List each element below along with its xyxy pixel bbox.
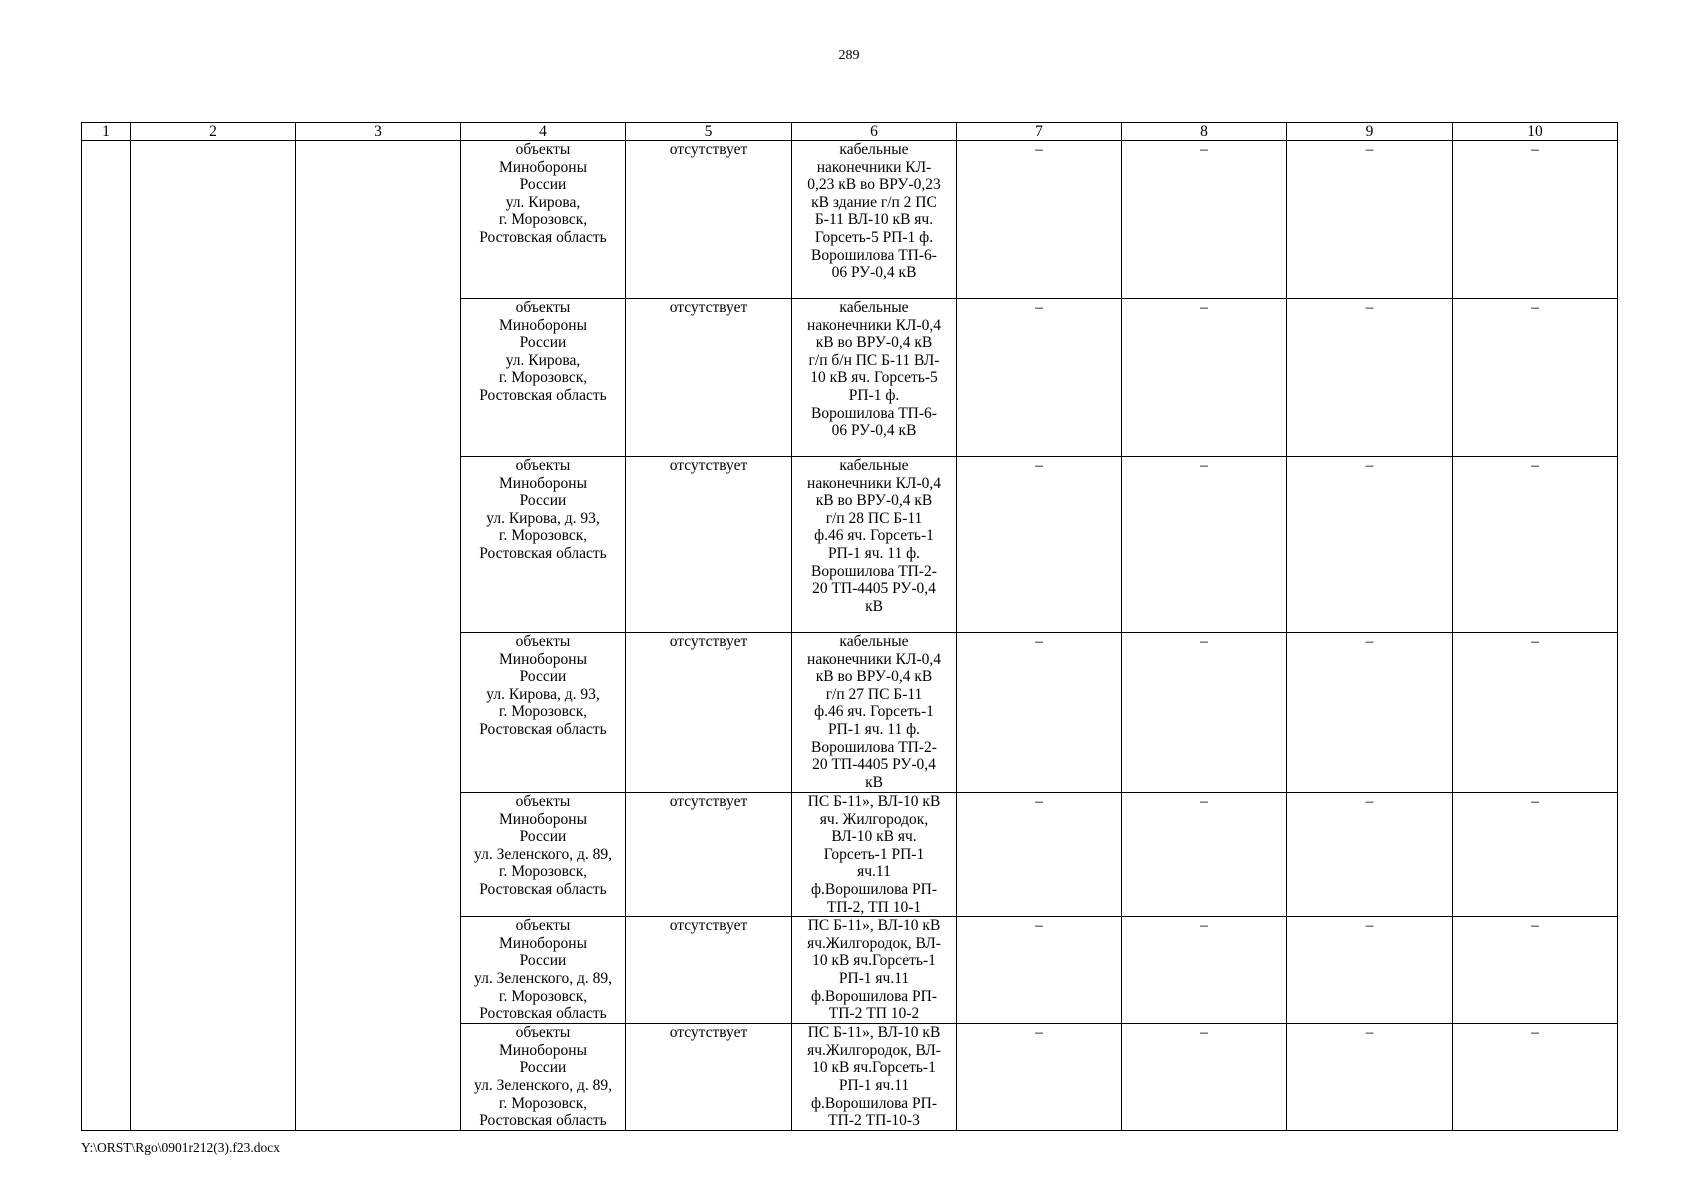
column-header-2: 2	[131, 123, 296, 141]
table-row	[82, 141, 1618, 299]
equipment-cell: ПС Б-11», ВЛ-10 кВ яч.Жилгородок, ВЛ- 10 кВ яч.Горсеть-1 РП-1 яч.11 ф.Ворошилова РП- ТП-2 ТП 10-2	[792, 917, 957, 1024]
equipment-cell: ПС Б-11», ВЛ-10 кВ яч. Жилгородок, ВЛ-10 кВ яч. Горсеть-1 РП-1 яч.11 ф.Ворошилова РП- ТП-2, ТП 10-1	[792, 793, 957, 917]
dash-cell: –	[1453, 299, 1618, 457]
dash-cell: –	[957, 299, 1122, 457]
object-location-cell: объекты Минобороны России ул. Зеленского, д. 89, г. Морозовск, Ростовская область	[461, 1024, 626, 1131]
dash-cell: –	[957, 141, 1122, 299]
dash-cell: –	[1453, 633, 1618, 793]
header-row	[82, 123, 1618, 141]
column-header-6: 6	[792, 123, 957, 141]
column-header-1: 1	[82, 123, 131, 141]
object-location-cell: объекты Минобороны России ул. Кирова, д. 93, г. Морозовск, Ростовская область	[461, 457, 626, 633]
equipment-cell: ПС Б-11», ВЛ-10 кВ яч.Жилгородок, ВЛ- 10 кВ яч.Горсеть-1 РП-1 яч.11 ф.Ворошилова РП- ТП-2 ТП-10-3	[792, 1024, 957, 1131]
dash-cell: –	[957, 917, 1122, 1024]
status-cell: отсутствует	[626, 457, 792, 633]
page-number: 289	[838, 48, 860, 63]
dash-cell: –	[1122, 141, 1287, 299]
dash-cell: –	[1453, 917, 1618, 1024]
status-cell: отсутствует	[626, 793, 792, 917]
dash-cell: –	[1122, 793, 1287, 917]
dash-cell: –	[1122, 1024, 1287, 1131]
column-header-10: 10	[1453, 123, 1618, 141]
dash-cell: –	[1287, 1024, 1453, 1131]
object-location-cell: объекты Минобороны России ул. Кирова, г. Морозовск, Ростовская область	[461, 141, 626, 299]
dash-cell: –	[957, 457, 1122, 633]
dash-cell: –	[957, 633, 1122, 793]
equipment-cell: кабельные наконечники КЛ-0,4 кВ во ВРУ-0,4 кВ г/п 27 ПС Б-11 ф.46 яч. Горсеть-1 РП-1 яч. 11 ф. Ворошилова ТП-2- 20 ТП-4405 РУ-0,4 кВ	[792, 633, 957, 793]
dash-cell: –	[1122, 917, 1287, 1024]
status-cell: отсутствует	[626, 299, 792, 457]
object-location-cell: объекты Минобороны России ул. Кирова, д. 93, г. Морозовск, Ростовская область	[461, 633, 626, 793]
status-cell: отсутствует	[626, 141, 792, 299]
object-location-cell: объекты Минобороны России ул. Зеленского, д. 89, г. Морозовск, Ростовская область	[461, 793, 626, 917]
dash-cell: –	[1287, 793, 1453, 917]
data-table	[81, 122, 1618, 1131]
column-header-9: 9	[1287, 123, 1453, 141]
dash-cell: –	[1453, 457, 1618, 633]
column-header-3: 3	[296, 123, 461, 141]
table-header	[82, 123, 1618, 141]
dash-cell: –	[1453, 1024, 1618, 1131]
equipment-cell: кабельные наконечники КЛ- 0,23 кВ во ВРУ-0,23 кВ здание г/п 2 ПС Б-11 ВЛ-10 кВ яч. Горсеть-5 РП-1 ф. Ворошилова ТП-6- 06 РУ-0,4 кВ	[792, 141, 957, 299]
document-file-path: Y:\ORST\Rgo\0901r212(3).f23.docx	[81, 1140, 280, 1155]
row-number-cell	[82, 141, 131, 1131]
equipment-cell: кабельные наконечники КЛ-0,4 кВ во ВРУ-0,4 кВ г/п 28 ПС Б-11 ф.46 яч. Горсеть-1 РП-1 яч. 11 ф. Ворошилова ТП-2- 20 ТП-4405 РУ-0,4 кВ	[792, 457, 957, 633]
dash-cell: –	[1287, 457, 1453, 633]
dash-cell: –	[1122, 457, 1287, 633]
status-cell: отсутствует	[626, 1024, 792, 1131]
dash-cell: –	[1287, 633, 1453, 793]
status-cell: отсутствует	[626, 633, 792, 793]
column-header-4: 4	[461, 123, 626, 141]
equipment-cell: кабельные наконечники КЛ-0,4 кВ во ВРУ-0,4 кВ г/п б/н ПС Б-11 ВЛ- 10 кВ яч. Горсеть-5 РП-1 ф. Ворошилова ТП-6- 06 РУ-0,4 кВ	[792, 299, 957, 457]
dash-cell: –	[1453, 793, 1618, 917]
status-cell: отсутствует	[626, 917, 792, 1024]
object-location-cell: объекты Минобороны России ул. Зеленского, д. 89, г. Морозовск, Ростовская область	[461, 917, 626, 1024]
dash-cell: –	[1287, 917, 1453, 1024]
dash-cell: –	[957, 1024, 1122, 1131]
dash-cell: –	[1122, 633, 1287, 793]
description-cell	[296, 141, 461, 1131]
dash-cell: –	[957, 793, 1122, 917]
name-cell	[131, 141, 296, 1131]
dash-cell: –	[1287, 299, 1453, 457]
column-header-8: 8	[1122, 123, 1287, 141]
dash-cell: –	[1453, 141, 1618, 299]
column-header-7: 7	[957, 123, 1122, 141]
column-header-5: 5	[626, 123, 792, 141]
dash-cell: –	[1287, 141, 1453, 299]
dash-cell: –	[1122, 299, 1287, 457]
object-location-cell: объекты Минобороны России ул. Кирова, г. Морозовск, Ростовская область	[461, 299, 626, 457]
